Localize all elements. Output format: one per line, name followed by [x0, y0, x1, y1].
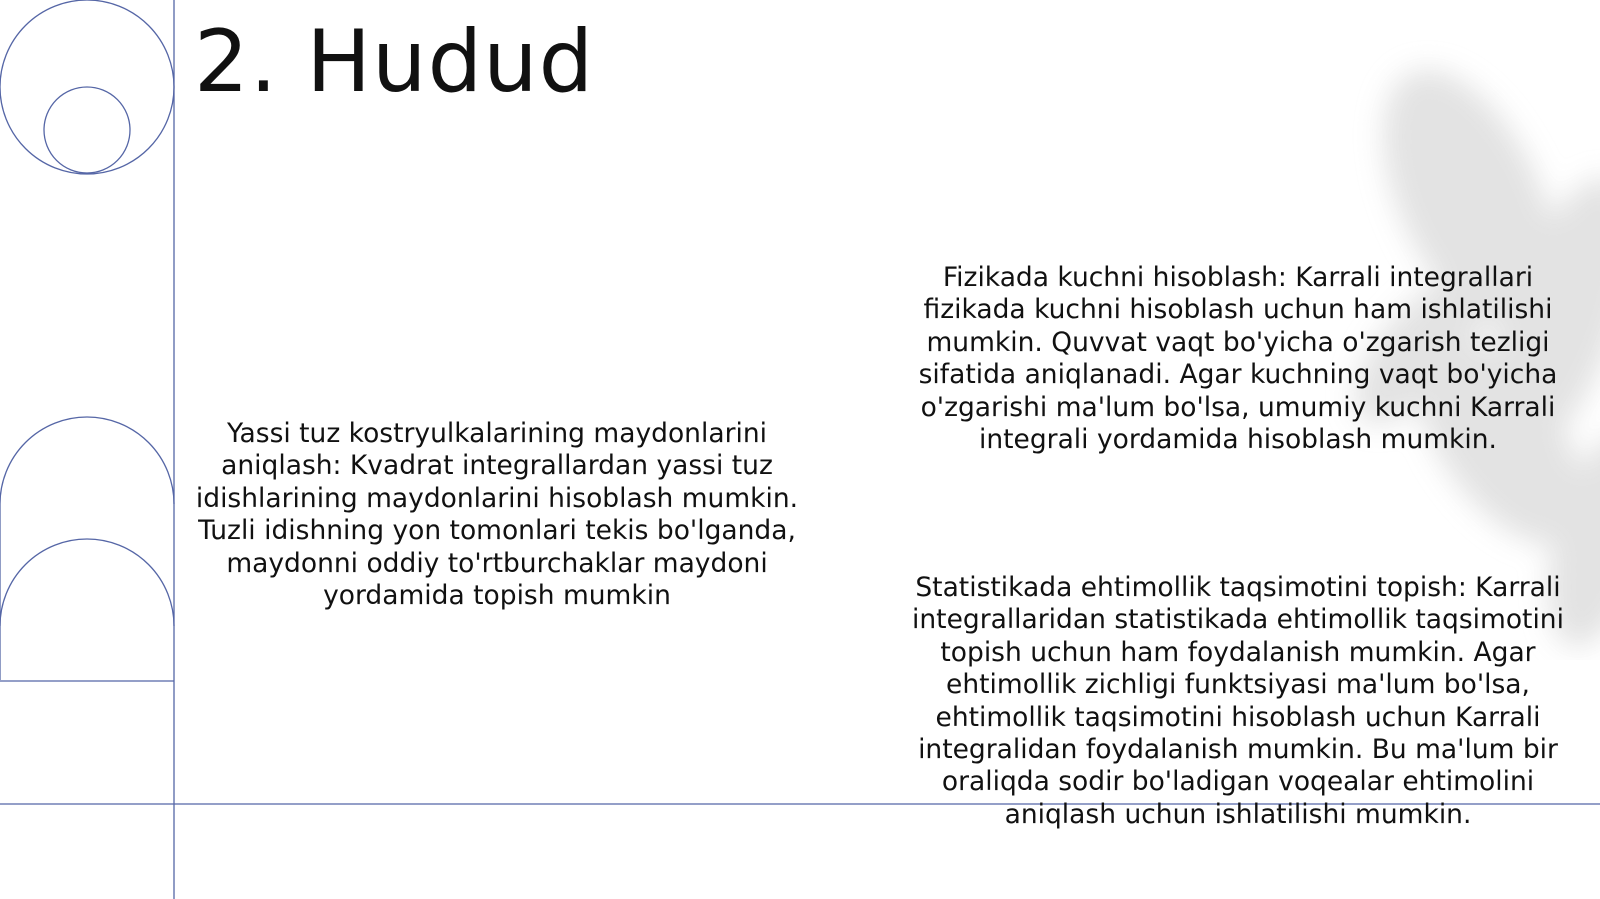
right-bottom-paragraph: Statistikada ehtimollik taqsimotini topish: Karrali integrallaridan statistikada ehtimollik taqsimotini topish uchun ham foydalanish mumkin. Agar ehtimollik zichligi funktsiyasi ma'lum bo'lsa, ehtimollik taqsimotini hisoblash uchun Karrali integralidan foydalanish mumkin. Bu ma'lum bir oraliqda sodir bo'ladigan voqealar ehtimolini aniqlash uchun ishlatilishi mumkin.	[912, 572, 1564, 830]
small-circle-decoration	[44, 87, 130, 173]
upper-arch-decoration	[0, 417, 174, 504]
slide-title: 2. Hudud	[194, 12, 595, 112]
left-paragraph: Yassi tuz kostryulkalarining maydonlarini aniqlash: Kvadrat integrallardan yassi tuz idishlarining maydonlarini hisoblash mumkin. Tuzli idishning yon tomonlari tekis bo'lganda, maydonni oddiy to'rtburchaklar maydoni yordamida topish mumkin	[195, 418, 799, 612]
lower-arch-decoration	[0, 539, 174, 626]
right-top-paragraph: Fizikada kuchni hisoblash: Karrali integrallari fizikada kuchni hisoblash uchun ham ishlatilishi mumkin. Quvvat vaqt bo'yicha o'zgarish tezligi sifatida aniqlanadi. Agar kuchning vaqt bo'yicha o'zgarishi ma'lum bo'lsa, umumiy kuchni Karrali integrali yordamida hisoblash mumkin.	[918, 262, 1558, 456]
